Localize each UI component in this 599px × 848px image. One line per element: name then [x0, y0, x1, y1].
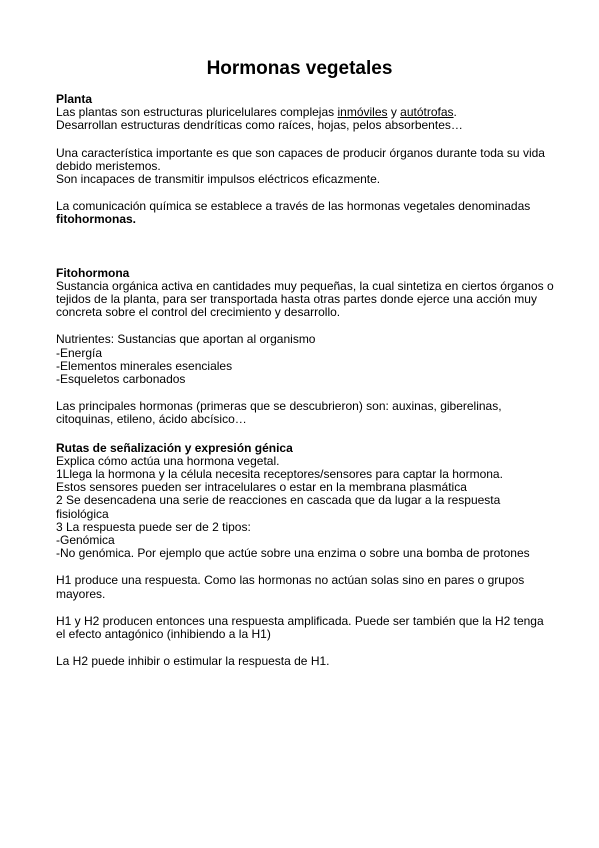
section-heading-rutas: Rutas de señalización y expresión génica	[56, 440, 293, 455]
rutas-line: 3 La respuesta puede ser de 2 tipos:	[56, 519, 251, 534]
planta-fitohormonas-term: fitohormonas.	[56, 212, 136, 227]
document-body	[56, 93, 556, 669]
planta-line-1-end: .	[453, 105, 457, 120]
section-heading-fitohormona: Fitohormona	[56, 265, 130, 280]
rutas-line: 2 Se desencadena una serie de reacciones en cascada que da lugar a la respuesta fisiológica	[56, 493, 501, 521]
term-inmoviles: inmóviles	[337, 105, 388, 120]
planta-line-1-mid: y	[387, 105, 401, 120]
principales-hormonas: Las principales hormonas (primeras que se descubrieron) son: auxinas, giberelinas, citoquinas, etileno, ácido abcísico…	[56, 399, 502, 427]
rutas-line: -No genómica. Por ejemplo que actúe sobre una enzima o sobre una bomba de protones	[56, 546, 530, 561]
rutas-line: -Genómica	[56, 533, 115, 548]
rutas-line: 1Llega la hormona y la célula necesita receptores/sensores para captar la hormona.	[56, 467, 503, 482]
planta-paragraph-3: Son incapaces de transmitir impulsos eléctricos eficazmente.	[56, 172, 381, 187]
planta-paragraph-4: La comunicación química se establece a través de las hormonas vegetales denominadas	[56, 199, 531, 214]
rutas-line: Estos sensores pueden ser intracelulares o estar en la membrana plasmática	[56, 480, 467, 495]
planta-paragraph-2: Una característica importante es que son capaces de producir órganos durante toda su vida debido meristemos.	[56, 145, 545, 173]
h1-h2-paragraph: H1 y H2 producen entonces una respuesta amplificada. Puede ser también que la H2 tenga el efecto antagónico (inhibiendo a la H1)	[56, 613, 544, 642]
h1-paragraph: H1 produce una respuesta. Como las hormonas no actúan solas sino en pares o grupos mayores.	[56, 573, 525, 601]
section-heading-planta: Planta	[56, 92, 93, 106]
page-title: Hormonas vegetales	[206, 58, 393, 79]
term-autotrofas: autótrofas	[400, 105, 454, 120]
fitohormona-definition: Sustancia orgánica activa en cantidades muy pequeñas, la cual sintetiza en ciertos órganos o tejidos de la planta, para ser transportada hasta otras partes donde ejerce una acción muy concreta sobre el control del crecimiento y desarrollo.	[56, 278, 554, 320]
list-item: -Esqueletos carbonados	[56, 372, 186, 387]
list-item: -Energía	[56, 345, 103, 360]
planta-line-1-text: Las plantas son estructuras pluricelulares complejas	[56, 105, 338, 120]
h2-paragraph: La H2 puede inhibir o estimular la respuesta de H1.	[56, 654, 330, 669]
nutrientes-line: Nutrientes: Sustancias que aportan al organismo	[56, 332, 316, 347]
list-item: -Elementos minerales esenciales	[56, 358, 233, 373]
planta-line-2: Desarrollan estructuras dendríticas como raíces, hojas, pelos absorbentes…	[56, 118, 463, 133]
rutas-line: Explica cómo actúa una hormona vegetal.	[56, 453, 280, 468]
